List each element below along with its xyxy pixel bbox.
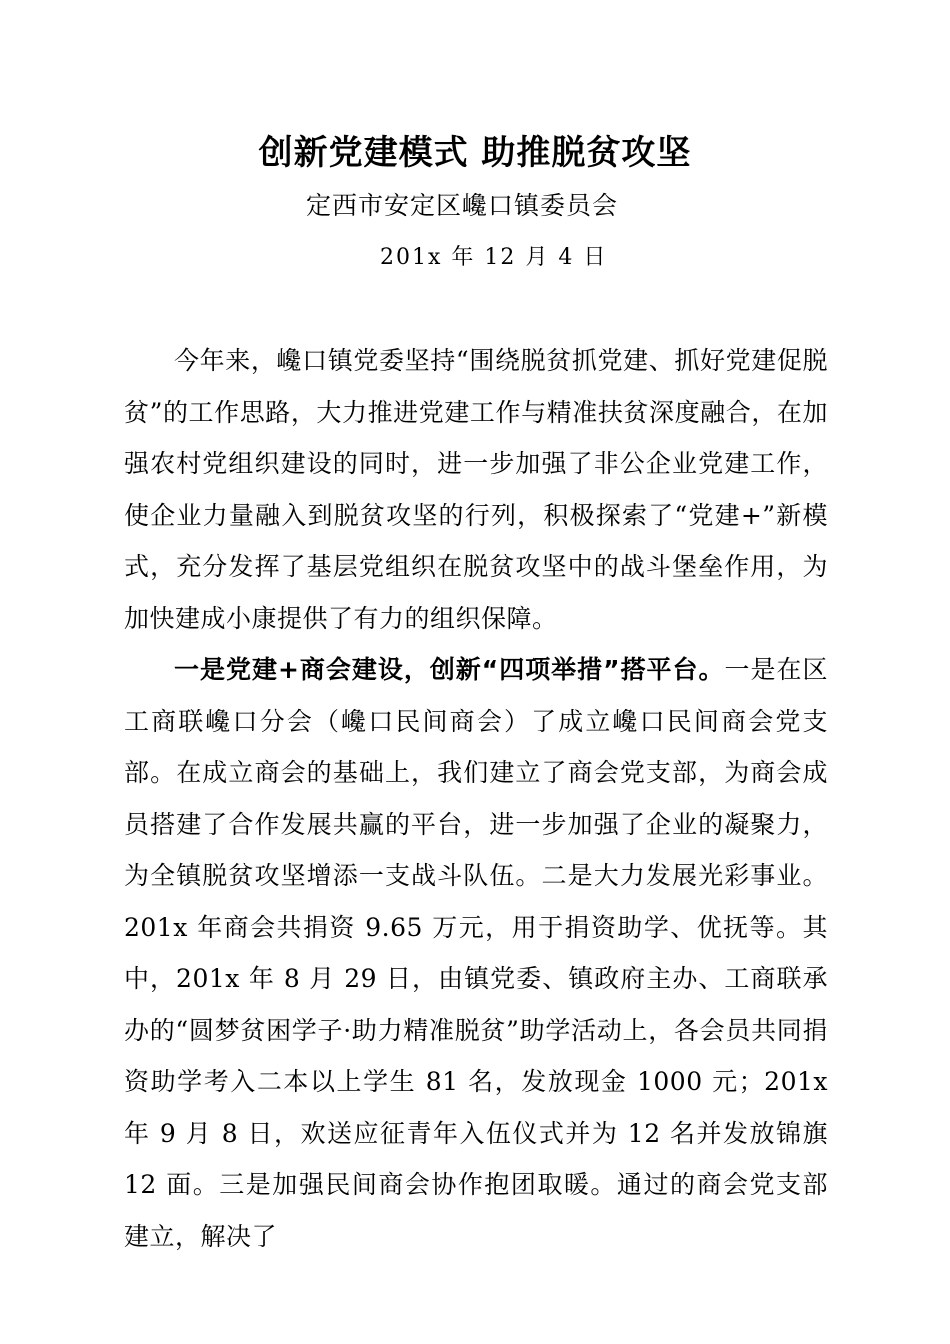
paragraph-party-chamber-text: 一是在区工商联巉口分会（巉口民间商会）了成立巉口民间商会党支部。在成立商会的基础上，我们建立了商会党支部，为商会成员搭建了合作发展共赢的平台，进一步加强了企业的凝聚力，为全镇脱贫攻坚增添一支战斗队伍。二是大力发展光彩事业。201x 年商会共捐资 9.65 万元，用于捐资助学、优抚等。其中，201x 年 8 月 29 日，由镇党委、镇政府主办、工商联承办的“圆梦贫困学子·助力精准脱贫”助学活动上，各会员共同捐资助学考入二本以上学生 81 名，发放现金 1000 元；201x 年 9 月 8 日，欢送应征青年入伍仪式并为 12 名并发放锦旗 12 面。三是加强民间商会协作抱团取暖。通过的商会党支部建立，解决了 xyxy=(124,655,828,1251)
document-date: 201x 年 12 月 4 日 xyxy=(380,245,608,270)
paragraph-party-chamber xyxy=(124,644,828,1262)
organization-name: 定西市安定区巉口镇委员会 xyxy=(306,191,619,220)
paragraph-intro-text: 今年来，巉口镇党委坚持“围绕脱贫抓党建、抓好党建促脱贫”的工作思路，大力推进党建工作与精准扶贫深度融合，在加强农村党组织建设的同时，进一步加强了非公企业党建工作，使企业力量融入到脱贫攻坚的行列，积极探索了“党建+”新模式，充分发挥了基层党组织在脱贫攻坚中的战斗堡垒作用，为加快建成小康提供了有力的组织保障。 xyxy=(124,346,828,633)
paragraph-party-chamber-heading: 一是党建+商会建设，创新“四项举措”搭平台。 xyxy=(174,655,725,684)
document-body xyxy=(124,335,828,1262)
document-title: 创新党建模式 助推脱贫攻坚 xyxy=(258,133,692,173)
paragraph-intro xyxy=(124,335,828,644)
